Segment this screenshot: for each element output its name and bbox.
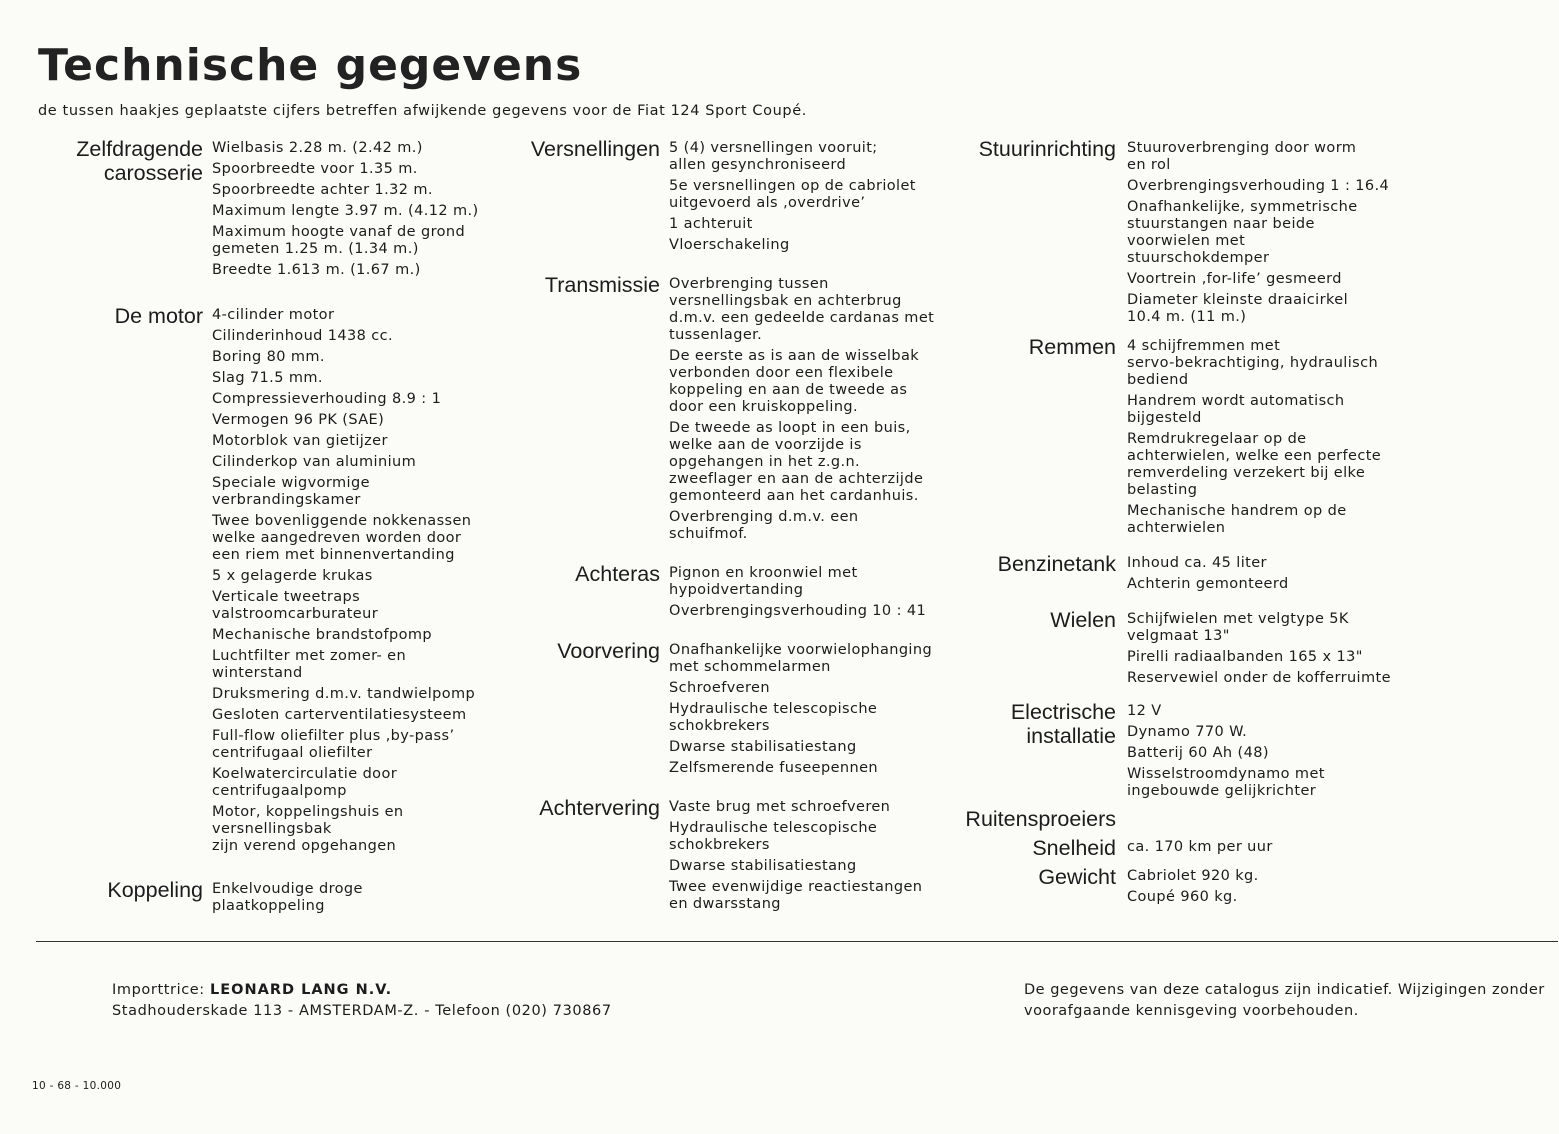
- spec-item-line: hypoidvertanding: [669, 582, 804, 598]
- spec-item: [1127, 292, 1389, 326]
- spec-item: [1127, 703, 1325, 720]
- specs-column-1: [40, 136, 479, 919]
- spec-item: [212, 161, 479, 178]
- spec-item-line: 1 achteruit: [669, 216, 753, 232]
- specs-column-3: [925, 136, 1391, 910]
- spec-item-line: Wisselstroomdynamo met: [1127, 766, 1325, 782]
- spec-item-line: centrifugaal oliefilter: [212, 745, 373, 761]
- spec-item-line: winterstand: [212, 665, 303, 681]
- spec-item-line: Achterin gemonteerd: [1127, 576, 1289, 592]
- spec-item-line: Wielbasis 2.28 m. (2.42 m.): [212, 140, 423, 156]
- section-label: [925, 136, 1116, 161]
- disclaimer-line: voorafgaande kennisgeving voorbehouden.: [1024, 1003, 1359, 1019]
- spec-item-line: Spoorbreedte voor 1.35 m.: [212, 161, 418, 177]
- spec-item: [1127, 555, 1289, 572]
- spec-item-line: Maximum hoogte vanaf de grond: [212, 224, 466, 240]
- section-items: [1127, 835, 1273, 860]
- spec-item-line: Spoorbreedte achter 1.32 m.: [212, 182, 433, 198]
- spec-item: [1127, 839, 1273, 856]
- spec-item-line: schokbrekers: [669, 718, 770, 734]
- spec-item: [669, 140, 916, 174]
- spec-item: [669, 739, 932, 756]
- section-items: [1127, 334, 1381, 541]
- spec-item: [212, 627, 475, 644]
- section-label-line: De motor: [114, 304, 203, 328]
- importer-address: Stadhouderskade 113 - AMSTERDAM-Z. - Telefoon (020) 730867: [112, 1003, 612, 1019]
- spec-item-line: velgmaat 13": [1127, 628, 1230, 644]
- spec-item-line: d.m.v. een gedeelde cardanas met: [669, 310, 935, 326]
- spec-item-line: Slag 71.5 mm.: [212, 370, 323, 386]
- spec-item-line: De tweede as loopt in een buis,: [669, 420, 911, 436]
- spec-item: [212, 454, 475, 471]
- spec-item: [212, 648, 475, 682]
- spec-item-line: Zelfsmerende fuseepennen: [669, 760, 878, 776]
- section-label: [40, 877, 203, 902]
- spec-item-line: Vaste brug met schroefveren: [669, 799, 891, 815]
- spec-item-line: Overbrengingsverhouding 1 : 16.4: [1127, 178, 1390, 194]
- spec-item: [1127, 199, 1389, 267]
- spec-item: [1127, 745, 1325, 762]
- section-label: [925, 551, 1116, 576]
- spec-item-line: uitgevoerd als ‚overdrive’: [669, 195, 866, 211]
- importer-prefix: Importtrice:: [112, 982, 210, 998]
- importer-name: LEONARD LANG N.V.: [210, 982, 393, 998]
- spec-item: [1127, 503, 1381, 537]
- spec-item-line: verbrandingskamer: [212, 492, 361, 508]
- spec-item: [1127, 649, 1391, 666]
- spec-item-line: 5 (4) versnellingen vooruit;: [669, 140, 878, 156]
- spec-item-line: 5 x gelagerde krukas: [212, 568, 373, 584]
- page-subtitle: de tussen haakjes geplaatste cijfers betreffen afwijkende gegevens voor de Fiat 124 Sport Coupé.: [38, 103, 807, 119]
- spec-item: [669, 216, 916, 233]
- spec-item-line: 4-cilinder motor: [212, 307, 335, 323]
- spec-item: [669, 237, 916, 254]
- footer-divider: [36, 941, 1558, 942]
- spec-item-line: Vermogen 96 PK (SAE): [212, 412, 385, 428]
- section-label-line: Zelfdragende: [76, 137, 203, 161]
- spec-item: [1127, 670, 1391, 687]
- spec-item: [669, 701, 932, 735]
- spec-item: [1127, 431, 1381, 499]
- spec-item: [212, 328, 475, 345]
- spec-item-line: bediend: [1127, 372, 1189, 388]
- spec-section: [925, 551, 1391, 597]
- spec-item-line: een riem met binnenvertanding: [212, 547, 455, 563]
- spec-item: [212, 262, 479, 279]
- spec-item: [212, 589, 475, 623]
- section-items: [669, 136, 916, 258]
- section-label: [480, 561, 660, 586]
- section-label: [480, 795, 660, 820]
- spec-item-line: Handrem wordt automatisch: [1127, 393, 1345, 409]
- spec-item-line: Stuuroverbrenging door worm: [1127, 140, 1357, 156]
- spec-item: [212, 728, 475, 762]
- spec-section: [480, 561, 934, 624]
- spec-item-line: Vloerschakeling: [669, 237, 790, 253]
- spec-item-line: Cilinderinhoud 1438 cc.: [212, 328, 394, 344]
- spec-item-line: Onafhankelijke voorwielophanging: [669, 642, 933, 658]
- spec-item-line: welke aangedreven worden door: [212, 530, 462, 546]
- spec-item-line: plaatkoppeling: [212, 898, 325, 914]
- spec-item: [212, 568, 475, 585]
- spec-item-line: Breedte 1.613 m. (1.67 m.): [212, 262, 421, 278]
- section-label-line: Benzinetank: [997, 552, 1116, 576]
- spec-item-line: allen gesynchroniseerd: [669, 157, 847, 173]
- spec-item-line: Onafhankelijke, symmetrische: [1127, 199, 1358, 215]
- section-items: [212, 136, 479, 283]
- spec-item: [212, 140, 479, 157]
- spec-item: [212, 475, 475, 509]
- spec-section: [480, 638, 934, 781]
- spec-item-line: Motorblok van gietijzer: [212, 433, 388, 449]
- section-label-line: Koppeling: [107, 878, 203, 902]
- spec-item-line: Hydraulische telescopische: [669, 820, 878, 836]
- spec-item-line: en rol: [1127, 157, 1171, 173]
- spec-item: [669, 178, 916, 212]
- spec-item-line: Dynamo 770 W.: [1127, 724, 1248, 740]
- spec-item: [212, 307, 475, 324]
- spec-item: [212, 412, 475, 429]
- disclaimer: [1024, 980, 1545, 1022]
- spec-item-line: tussenlager.: [669, 327, 763, 343]
- spec-item: [212, 766, 475, 800]
- specs-column-2: [480, 136, 934, 917]
- spec-item-line: Compressieverhouding 8.9 : 1: [212, 391, 442, 407]
- spec-item: [1127, 140, 1389, 174]
- spec-item-line: remverdeling verzekert bij elke: [1127, 465, 1366, 481]
- section-label-line: Versnellingen: [530, 137, 660, 161]
- spec-item: [669, 642, 932, 676]
- spec-item-line: Luchtfilter met zomer- en: [212, 648, 407, 664]
- spec-item-line: Dwarse stabilisatiestang: [669, 858, 857, 874]
- spec-item: [212, 804, 475, 855]
- spec-item-line: 5e versnellingen op de cabriolet: [669, 178, 916, 194]
- spec-item: [212, 686, 475, 703]
- disclaimer-line: De gegevens van deze catalogus zijn indicatief. Wijzigingen zonder: [1024, 982, 1545, 998]
- spec-item: [669, 420, 934, 505]
- spec-item-line: Twee evenwijdige reactiestangen: [669, 879, 923, 895]
- spec-item-line: met schommelarmen: [669, 659, 831, 675]
- spec-item: [212, 707, 475, 724]
- spec-item: [669, 348, 934, 416]
- section-items: [669, 638, 932, 781]
- spec-item-line: Druksmering d.m.v. tandwielpomp: [212, 686, 476, 702]
- spec-item-line: Motor, koppelingshuis en: [212, 804, 404, 820]
- spec-item-line: Koelwatercirculatie door: [212, 766, 398, 782]
- spec-item: [1127, 611, 1391, 645]
- section-label-line: Ruitensproeiers: [965, 807, 1116, 831]
- spec-item: [212, 513, 475, 564]
- spec-item: [1127, 766, 1325, 800]
- spec-item-line: Pignon en kroonwiel met: [669, 565, 858, 581]
- section-label-line: Stuurinrichting: [978, 137, 1116, 161]
- spec-item: [669, 565, 926, 599]
- spec-item-line: Inhoud ca. 45 liter: [1127, 555, 1267, 571]
- spec-item-line: Cilinderkop van aluminium: [212, 454, 417, 470]
- spec-item: [669, 858, 922, 875]
- spec-item-line: Gesloten carterventilatiesysteem: [212, 707, 467, 723]
- spec-item-line: versnellingsbak en achterbrug: [669, 293, 902, 309]
- importer-block: [112, 980, 612, 1022]
- spec-item-line: Maximum lengte 3.97 m. (4.12 m.): [212, 203, 479, 219]
- spec-item-line: Mechanische brandstofpomp: [212, 627, 433, 643]
- section-label-line: Gewicht: [1038, 865, 1116, 889]
- spec-item-line: Mechanische handrem op de: [1127, 503, 1347, 519]
- spec-item-line: achterwielen, welke een perfecte: [1127, 448, 1382, 464]
- spec-item-line: door een kruiskoppeling.: [669, 399, 859, 415]
- spec-item: [212, 881, 363, 915]
- spec-section: [925, 806, 1391, 831]
- spec-item-line: Overbrenging d.m.v. een: [669, 509, 859, 525]
- spec-item-line: Reservewiel onder de kofferruimte: [1127, 670, 1391, 686]
- spec-section: [40, 877, 479, 919]
- spec-item: [212, 224, 479, 258]
- section-label-line: Achtervering: [539, 796, 660, 820]
- section-label-line: carosserie: [103, 161, 203, 185]
- spec-item-line: stuurschokdemper: [1127, 250, 1270, 266]
- section-items: [1127, 699, 1325, 804]
- spec-item-line: Batterij 60 Ah (48): [1127, 745, 1269, 761]
- spec-item: [1127, 889, 1259, 906]
- section-label-line: Achteras: [575, 562, 660, 586]
- spec-item-line: versnellingsbak: [212, 821, 332, 837]
- spec-item-line: Enkelvoudige droge: [212, 881, 363, 897]
- spec-item: [1127, 178, 1389, 195]
- spec-item: [212, 391, 475, 408]
- spec-item: [212, 203, 479, 220]
- section-label-line: Transmissie: [544, 273, 660, 297]
- spec-item: [1127, 576, 1289, 593]
- section-label-line: Wielen: [1050, 608, 1116, 632]
- spec-item-line: centrifugaalpomp: [212, 783, 347, 799]
- spec-item-line: opgehangen in het z.g.n.: [669, 454, 861, 470]
- section-label-line: Remmen: [1028, 335, 1116, 359]
- spec-item-line: Cabriolet 920 kg.: [1127, 868, 1259, 884]
- spec-item-line: koppeling en aan de tweede as: [669, 382, 908, 398]
- spec-item: [1127, 271, 1389, 288]
- section-label-line: Electrische: [1010, 700, 1116, 724]
- spec-item-line: welke aan de voorzijde is: [669, 437, 862, 453]
- spec-item: [669, 799, 922, 816]
- spec-item-line: Pirelli radiaalbanden 165 x 13": [1127, 649, 1363, 665]
- spec-section: [925, 334, 1391, 541]
- spec-section: [925, 136, 1391, 330]
- spec-item-line: De eerste as is aan de wisselbak: [669, 348, 920, 364]
- section-label: [480, 638, 660, 663]
- spec-section: [480, 272, 934, 547]
- spec-item: [1127, 868, 1259, 885]
- spec-item-line: belasting: [1127, 482, 1198, 498]
- spec-item-line: en dwarsstang: [669, 896, 781, 912]
- spec-item: [669, 509, 934, 543]
- spec-item-line: 12 V: [1127, 703, 1162, 719]
- section-label: [925, 334, 1116, 359]
- spec-section: [480, 795, 934, 917]
- spec-item-line: schokbrekers: [669, 837, 770, 853]
- spec-item-line: schuifmof.: [669, 526, 748, 542]
- spec-item: [1127, 724, 1325, 741]
- spec-item-line: zijn verend opgehangen: [212, 838, 397, 854]
- section-items: [669, 561, 926, 624]
- section-items: [1127, 864, 1259, 910]
- spec-item-line: Full-flow oliefilter plus ‚by-pass’: [212, 728, 455, 744]
- spec-section: [925, 699, 1391, 804]
- spec-item: [212, 182, 479, 199]
- spec-item-line: Verticale tweetraps: [212, 589, 361, 605]
- spec-item: [1127, 393, 1381, 427]
- spec-section: [480, 136, 934, 258]
- section-label-line: Voorvering: [557, 639, 660, 663]
- spec-item-line: stuurstangen naar beide: [1127, 216, 1315, 232]
- section-items: [1127, 136, 1389, 330]
- spec-item-line: ca. 170 km per uur: [1127, 839, 1273, 855]
- section-label: [40, 303, 203, 328]
- spec-item-line: 10.4 m. (11 m.): [1127, 309, 1247, 325]
- spec-item-line: Overbrenging tussen: [669, 276, 829, 292]
- spec-item-line: Schijfwielen met velgtype 5K: [1127, 611, 1349, 627]
- spec-item-line: valstroomcarburateur: [212, 606, 379, 622]
- section-label: [480, 272, 660, 297]
- print-code: 10 - 68 - 10.000: [32, 1080, 122, 1092]
- spec-item-line: verbonden door een flexibele: [669, 365, 894, 381]
- spec-item: [669, 820, 922, 854]
- spec-item: [212, 433, 475, 450]
- spec-section: [925, 864, 1391, 910]
- section-label: [925, 607, 1116, 632]
- spec-item: [669, 760, 932, 777]
- spec-item-line: bijgesteld: [1127, 410, 1202, 426]
- section-label-line: installatie: [1026, 724, 1116, 748]
- section-items: [212, 303, 475, 859]
- section-items: [669, 272, 934, 547]
- spec-item-line: Diameter kleinste draaicirkel: [1127, 292, 1348, 308]
- spec-item-line: Speciale wigvormige: [212, 475, 370, 491]
- spec-item: [669, 879, 922, 913]
- spec-item-line: Coupé 960 kg.: [1127, 889, 1238, 905]
- spec-section: [40, 136, 479, 283]
- spec-item-line: Twee bovenliggende nokkenassen: [212, 513, 472, 529]
- spec-item: [212, 349, 475, 366]
- section-label: [925, 864, 1116, 889]
- spec-item-line: Dwarse stabilisatiestang: [669, 739, 857, 755]
- spec-item-line: ingebouwde gelijkrichter: [1127, 783, 1317, 799]
- spec-item: [1127, 338, 1381, 389]
- section-label: [925, 699, 1116, 748]
- section-items: [1127, 607, 1391, 691]
- spec-item: [669, 680, 932, 697]
- spec-section: [40, 303, 479, 859]
- section-items: [669, 795, 922, 917]
- section-items: [1127, 551, 1289, 597]
- spec-item-line: Hydraulische telescopische: [669, 701, 878, 717]
- spec-item-line: gemeten 1.25 m. (1.34 m.): [212, 241, 419, 257]
- section-label: [40, 136, 203, 185]
- spec-item-line: Voortrein ‚for-life’ gesmeerd: [1127, 271, 1342, 287]
- section-label: [925, 806, 1116, 831]
- spec-item-line: zweeflager en aan de achterzijde: [669, 471, 924, 487]
- section-label: [925, 835, 1116, 860]
- spec-item: [212, 370, 475, 387]
- spec-item-line: Boring 80 mm.: [212, 349, 325, 365]
- spec-item: [669, 276, 934, 344]
- importer-line: [112, 980, 612, 1001]
- spec-item-line: voorwielen met: [1127, 233, 1246, 249]
- spec-item-line: Schroefveren: [669, 680, 770, 696]
- spec-item-line: servo-bekrachtiging, hydraulisch: [1127, 355, 1379, 371]
- spec-item-line: 4 schijfremmen met: [1127, 338, 1281, 354]
- spec-item-line: gemonteerd aan het cardanhuis.: [669, 488, 919, 504]
- section-label-line: Snelheid: [1032, 836, 1116, 860]
- spec-section: [925, 607, 1391, 691]
- spec-item-line: Remdrukregelaar op de: [1127, 431, 1307, 447]
- spec-item-line: achterwielen: [1127, 520, 1226, 536]
- section-label: [480, 136, 660, 161]
- spec-section: [925, 835, 1391, 860]
- section-items: [212, 877, 363, 919]
- spec-item: [669, 603, 926, 620]
- spec-item-line: Overbrengingsverhouding 10 : 41: [669, 603, 927, 619]
- page-title: Technische gegevens: [38, 40, 583, 91]
